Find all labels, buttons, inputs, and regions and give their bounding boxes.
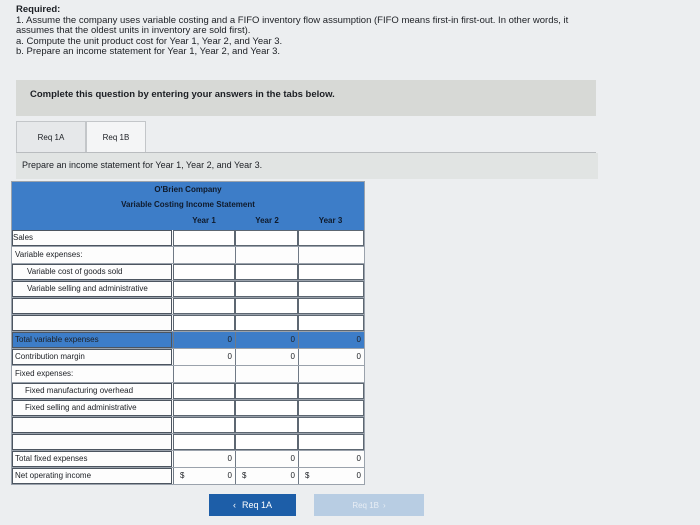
fsa-year-2-input[interactable]	[235, 400, 298, 416]
blank-input[interactable]	[298, 298, 364, 314]
blank-input[interactable]	[235, 417, 298, 433]
statement-title: Variable Costing Income Statement	[121, 200, 255, 209]
col-year-1: Year 1	[192, 216, 216, 225]
fmo-year-1-input[interactable]	[173, 383, 235, 399]
currency-sign: $	[305, 471, 310, 480]
blank-input[interactable]	[298, 434, 364, 450]
statement-header	[12, 182, 364, 230]
cell	[298, 247, 364, 263]
requirement-line: assumes that the oldest units in inventory are sold first).	[16, 25, 251, 36]
vcogs-label[interactable]: Variable cost of goods sold	[12, 264, 172, 280]
cell	[298, 366, 364, 382]
total-fixed-year-3: 0	[298, 451, 364, 467]
tab-instruction: Prepare an income statement for Year 1, Year 2, and Year 3.	[16, 153, 598, 179]
row-fixed-expenses	[12, 366, 364, 383]
tab-req-1b[interactable]	[86, 121, 146, 153]
blank-input[interactable]	[235, 298, 298, 314]
blank-input[interactable]	[173, 298, 235, 314]
row-blank	[12, 298, 364, 315]
total-fixed-year-1: 0	[173, 451, 235, 467]
blank-input[interactable]	[235, 434, 298, 450]
sales-year-2-input[interactable]	[235, 230, 298, 246]
blank-input[interactable]	[235, 315, 298, 331]
contribution-year-2: 0	[235, 349, 298, 365]
row-fsa	[12, 400, 364, 417]
blank-input[interactable]	[173, 417, 235, 433]
row-total-fixed	[12, 451, 364, 468]
vcogs-year-3-input[interactable]	[298, 264, 364, 280]
fmo-year-3-input[interactable]	[298, 383, 364, 399]
total-variable-label: Total variable expenses	[12, 332, 172, 348]
total-fixed-year-2: 0	[235, 451, 298, 467]
vcogs-year-2-input[interactable]	[235, 264, 298, 280]
vsa-year-3-input[interactable]	[298, 281, 364, 297]
vsa-year-2-input[interactable]	[235, 281, 298, 297]
col-year-3: Year 3	[318, 216, 343, 225]
blank-label-input[interactable]	[12, 315, 172, 331]
blank-label-input[interactable]	[12, 434, 172, 450]
total-variable-year-2: 0	[235, 332, 298, 348]
requirement-line: b. Prepare an income statement for Year 1, Year 2, and Year 3.	[16, 46, 281, 57]
blank-label-input[interactable]	[12, 298, 172, 314]
tab-label: Req 1B	[102, 133, 130, 142]
requirements	[16, 5, 656, 58]
sales-year-1-input[interactable]	[173, 230, 235, 246]
tab-label: Req 1A	[37, 133, 65, 142]
net-income-year-1: $ 0	[173, 468, 235, 484]
row-blank	[12, 434, 364, 451]
vsa-label[interactable]: Variable selling and administrative	[12, 281, 172, 297]
vcogs-year-1-input[interactable]	[173, 264, 235, 280]
net-income-year-3: $ 0	[298, 468, 364, 484]
row-fmo	[12, 383, 364, 400]
blank-input[interactable]	[173, 315, 235, 331]
cell	[235, 247, 298, 263]
income-statement-table	[11, 181, 365, 485]
next-tab-label: Req 1B	[352, 500, 379, 510]
fmo-label[interactable]: Fixed manufacturing overhead	[12, 383, 172, 399]
fsa-year-3-input[interactable]	[298, 400, 364, 416]
requirement-line: a. Compute the unit product cost for Year 1, Year 2, and Year 3.	[16, 35, 283, 47]
instruction-banner: Complete this question by entering your answers in the tabs below.	[16, 80, 596, 116]
chevron-left-icon: ‹	[232, 500, 236, 510]
row-variable-expenses	[12, 247, 364, 264]
vsa-year-1-input[interactable]	[173, 281, 235, 297]
cell	[173, 366, 235, 382]
blank-input[interactable]	[298, 315, 364, 331]
chevron-right-icon: ›	[383, 500, 386, 510]
cell	[235, 366, 298, 382]
contribution-year-3: 0	[298, 349, 364, 365]
total-variable-year-3: 0	[298, 332, 364, 348]
sales-year-3-input[interactable]	[298, 230, 364, 246]
requirements-heading: Required:	[16, 4, 61, 15]
row-sales	[12, 230, 364, 247]
cell	[173, 247, 235, 263]
prev-tab-button[interactable]	[209, 494, 296, 516]
next-tab-button[interactable]	[314, 494, 424, 516]
total-variable-year-1: 0	[173, 332, 235, 348]
col-year-2: Year 2	[255, 216, 279, 225]
tab-req-1a[interactable]	[16, 121, 86, 153]
requirement-line: 1. Assume the company uses variable costing and a FIFO inventory flow assumption (FIFO means first-in first-out. In other words, it	[16, 14, 569, 26]
blank-label-input[interactable]	[12, 417, 172, 433]
blank-input[interactable]	[173, 434, 235, 450]
prev-tab-label: Req 1A	[241, 500, 273, 510]
total-fixed-label: Total fixed expenses	[12, 451, 172, 467]
fsa-label[interactable]: Fixed selling and administrative	[12, 400, 172, 416]
blank-input[interactable]	[298, 417, 364, 433]
row-blank	[12, 417, 364, 434]
row-net-operating-income	[12, 468, 364, 485]
row-total-variable	[12, 332, 364, 349]
fixed-expenses-label: Fixed expenses:	[15, 369, 74, 378]
company-name: O'Brien Company	[154, 185, 222, 194]
net-income-label: Net operating income	[12, 468, 172, 484]
contribution-label: Contribution margin	[12, 349, 172, 365]
row-vsa	[12, 281, 364, 298]
variable-expenses-label: Variable expenses:	[15, 250, 83, 259]
currency-sign: $	[242, 471, 247, 480]
row-contribution	[12, 349, 364, 366]
sales-label[interactable]: Sales	[12, 230, 172, 246]
contribution-year-1: 0	[173, 349, 235, 365]
fsa-year-1-input[interactable]	[173, 400, 235, 416]
net-income-year-2: $ 0	[235, 468, 298, 484]
fmo-year-2-input[interactable]	[235, 383, 298, 399]
row-blank	[12, 315, 364, 332]
row-vcogs	[12, 264, 364, 281]
currency-sign: $	[180, 471, 185, 480]
